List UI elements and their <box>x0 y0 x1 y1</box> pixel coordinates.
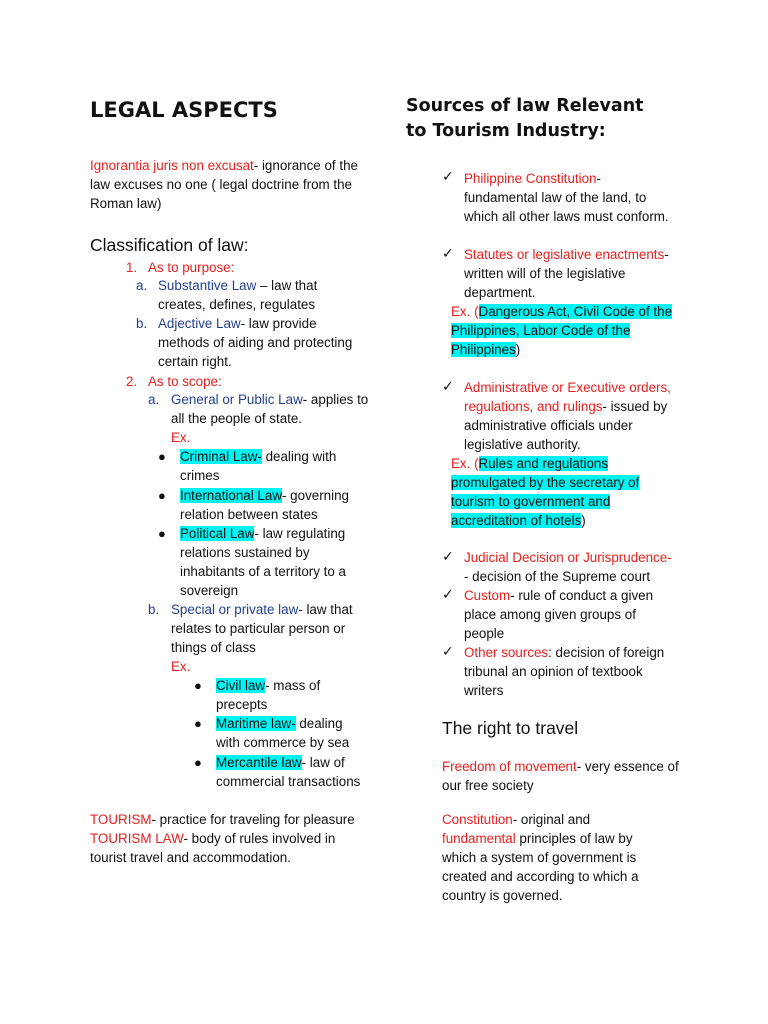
example-label: Ex. <box>171 659 191 674</box>
list-letter: b. <box>136 316 148 331</box>
intro-paragraph <box>90 156 370 213</box>
source-definition: - issued by administrative officials under legislative authority. <box>464 399 668 452</box>
tourism-law-term: TOURISM LAW <box>90 831 184 846</box>
adjective-law-item <box>158 314 370 371</box>
source-definition: - decision of the Supreme court <box>464 569 651 584</box>
example-suffix: ) <box>515 342 521 357</box>
civil-law-term: Civil law <box>216 678 266 693</box>
example-administrative <box>451 454 666 530</box>
constitution-definition: principles of law by which a system of government is created and according to which a country is governed. <box>442 831 639 903</box>
list-number: 2. <box>126 374 138 389</box>
list-number: 1. <box>126 260 138 275</box>
source-definition: - rule of conduct a given place among given groups of people <box>464 588 654 641</box>
source-definition: : decision of foreign tribunal an opinion of textbook writers <box>464 645 665 698</box>
purpose-label: As to purpose: <box>148 260 235 275</box>
international-law-item <box>180 486 370 524</box>
political-law-item <box>180 524 370 600</box>
mercantile-law-term: Mercantile law <box>216 755 302 770</box>
source-item <box>464 378 689 454</box>
criminal-law-term: Criminal Law- <box>180 449 262 464</box>
criminal-law-definition: dealing with crimes <box>180 449 337 483</box>
bullet-icon: ● <box>194 755 202 770</box>
fundamental-term: fundamental <box>442 831 516 846</box>
maritime-law-term: Maritime law- <box>216 716 296 731</box>
list-letter: a. <box>148 392 160 407</box>
private-law-definition: - law that relates to particular person or things of class <box>171 602 353 655</box>
bullet-icon: ● <box>158 526 166 541</box>
adjective-law-definition: - law provide methods of aiding and protecting certain right. <box>158 316 353 369</box>
constitution-text: - original and <box>512 812 591 827</box>
constitution-term: Constitution <box>442 812 513 827</box>
substantive-law-term: Substantive Law <box>158 278 257 293</box>
bullet-icon: ● <box>158 449 166 464</box>
mercantile-law-item <box>216 753 361 791</box>
sources-title: Sources of law Relevant to Tourism Industry: <box>406 96 644 141</box>
civil-law-item <box>216 676 366 714</box>
source-item <box>464 169 674 226</box>
political-law-definition: - law regulating relations sustained by inhabitants of a territory to a sovereign <box>180 526 346 598</box>
tourism-law-definition <box>90 829 350 867</box>
constitution-paragraph <box>442 810 657 905</box>
adjective-law-term: Adjective Law <box>158 316 241 331</box>
public-law-term: General or Public Law <box>171 392 303 407</box>
example-suffix: ) <box>581 513 586 528</box>
source-definition: - written will of the legislative department. <box>464 247 669 300</box>
scope-label: As to scope: <box>148 374 222 389</box>
checkmark-icon: ✓ <box>442 245 454 261</box>
tourism-definition <box>90 810 375 829</box>
civil-law-definition: - mass of precepts <box>216 678 321 712</box>
substantive-law-definition: – law that creates, defines, regulates <box>158 278 318 312</box>
bullet-icon: ● <box>194 678 202 693</box>
example-prefix: Ex. ( <box>451 456 479 471</box>
public-law-definition: - applies to all the people of state. <box>171 392 369 426</box>
maritime-law-item <box>216 714 366 752</box>
checkmark-icon: ✓ <box>442 168 454 184</box>
source-term: Custom <box>464 588 511 603</box>
source-item <box>464 245 684 302</box>
page-title: LEGAL ASPECTS <box>90 98 278 122</box>
source-term: Other sources <box>464 645 549 660</box>
example-text: Rules and regulations promulgated by the secretary of tourism to government and accreditation of hotels <box>451 456 640 528</box>
source-item: Judicial Decision or Jurisprudence- - decision of the Supreme court <box>464 550 672 584</box>
source-term: Statutes or legislative enactments <box>464 247 665 262</box>
source-item <box>464 643 679 700</box>
public-law-item <box>171 390 371 428</box>
tourism-term: TOURISM <box>90 812 152 827</box>
source-term: Administrative or Executive orders, regulations, and rulings <box>464 380 671 414</box>
freedom-definition: - very essence of our free society <box>442 759 679 793</box>
source-term: Judicial Decision or Jurisprudence <box>464 550 668 565</box>
political-law-term: Political Law <box>180 526 255 541</box>
maritime-law-definition: dealing with commerce by sea <box>216 716 350 750</box>
private-law-item <box>171 600 371 657</box>
tourism-text: - practice for traveling for pleasure <box>151 812 355 827</box>
freedom-term: Freedom of movement <box>442 759 577 774</box>
classification-heading: Classification of law: <box>90 235 249 255</box>
tourism-law-text: - body of rules involved in tourist travel and accommodation. <box>90 831 336 865</box>
example-text: Dangerous Act, Civil Code of the Philippines, Labor Code of the Philippines <box>451 304 673 357</box>
checkmark-icon: ✓ <box>442 548 454 564</box>
example-statutes <box>451 302 681 359</box>
right-to-travel-heading: The right to travel <box>442 718 579 738</box>
international-law-definition: - governing relation between states <box>180 488 349 522</box>
list-letter: a. <box>136 278 148 293</box>
international-law-term: International Law <box>180 488 282 503</box>
criminal-law-item <box>180 447 370 485</box>
example-label: Ex. <box>171 430 191 445</box>
freedom-paragraph <box>442 757 682 795</box>
intro-definition: - ignorance of the law excuses no one ( legal doctrine from the Roman law) <box>90 158 358 211</box>
example-prefix: Ex. ( <box>451 304 479 319</box>
source-term: Philippine Constitution <box>464 171 597 186</box>
substantive-law-item <box>158 276 368 314</box>
checkmark-icon: ✓ <box>442 586 454 602</box>
checkmark-icon: ✓ <box>442 643 454 659</box>
source-item <box>464 586 669 643</box>
bullet-icon: ● <box>194 716 202 731</box>
bullet-icon: ● <box>158 488 166 503</box>
list-letter: b. <box>148 602 160 617</box>
mercantile-law-definition: - law of commercial transactions <box>216 755 361 789</box>
intro-term: Ignorantia juris non excusat <box>90 158 254 173</box>
checkmark-icon: ✓ <box>442 378 454 394</box>
source-definition: - fundamental law of the land, to which all other laws must conform. <box>464 171 669 224</box>
private-law-term: Special or private law <box>171 602 299 617</box>
